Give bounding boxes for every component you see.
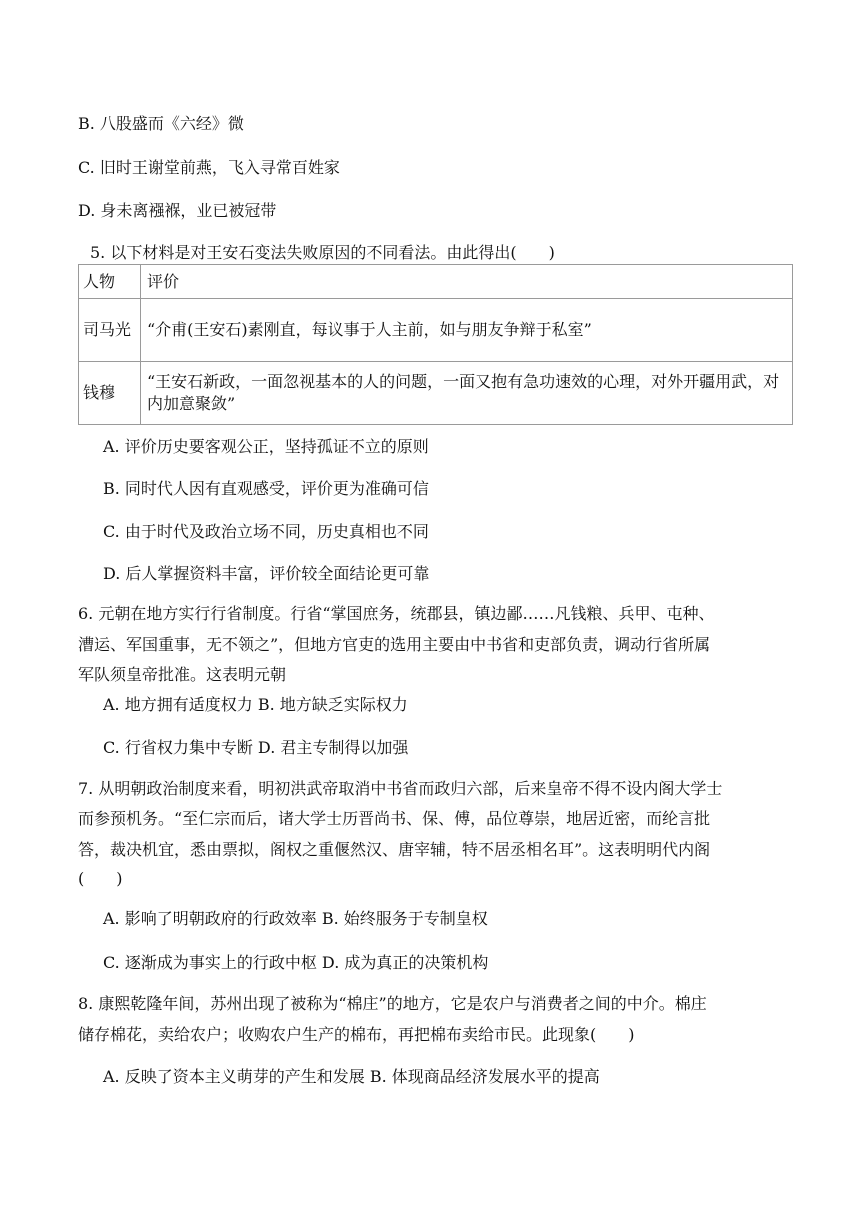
q6-stem-line: 漕运、军国重事，无不领之”，但地方官吏的选用主要由中书省和吏部负责，调动行省所属	[78, 635, 711, 654]
q6-options-cd: C. 行省权力集中专断 D. 君主专制得以加强	[103, 738, 409, 757]
q4-option-b: B. 八股盛而《六经》微	[78, 114, 244, 133]
table-header-person: 人物	[79, 265, 141, 299]
table-cell-person: 钱穆	[79, 362, 141, 425]
q7-stem-line: ( )	[78, 869, 123, 888]
q7-options-ab: A. 影响了明朝政府的行政效率 B. 始终服务于专制皇权	[103, 909, 488, 928]
table-cell-evaluation: “介甫(王安石)素刚直，每议事于人主前，如与朋友争辩于私室”	[141, 299, 793, 362]
q7-stem-line: 7. 从明朝政治制度来看，明初洪武帝取消中书省而政归六部，后来皇帝不得不设内阁大学士	[78, 779, 723, 798]
q7-options-cd: C. 逐渐成为事实上的行政中枢 D. 成为真正的决策机构	[103, 953, 489, 972]
q5-stem: 5. 以下材料是对王安石变法失败原因的不同看法。由此得出( )	[90, 243, 555, 262]
table-row	[79, 299, 793, 362]
q5-option-d: D. 后人掌握资料丰富，评价较全面结论更可靠	[103, 564, 430, 583]
q4-option-d: D. 身未离襁褓，业已被冠带	[78, 201, 277, 220]
q6-stem-line: 6. 元朝在地方实行行省制度。行省“掌国庶务，统郡县，镇边鄙……凡钱粮、兵甲、屯种、	[78, 604, 715, 623]
q7-stem-line: 而参预机务。“至仁宗而后，诸大学士历晋尚书、保、傅，品位尊崇，地居近密，而纶言批	[78, 809, 711, 828]
q5-option-b: B. 同时代人因有直观感受，评价更为准确可信	[103, 479, 429, 498]
q8-stem-line: 8. 康熙乾隆年间，苏州出现了被称为“棉庄”的地方，它是农户与消费者之间的中介。棉庄	[78, 994, 707, 1013]
table-header-row	[79, 265, 793, 299]
q8-stem-line: 储存棉花，卖给农户；收购农户生产的棉布，再把棉布卖给市民。此现象( )	[78, 1025, 635, 1044]
q5-option-a: A. 评价历史要客观公正，坚持孤证不立的原则	[103, 437, 429, 456]
table-cell-evaluation: “王安石新政，一面忽视基本的人的问题，一面又抱有急功速效的心理，对外开疆用武，对内加意聚敛”	[141, 362, 793, 425]
q7-stem-line: 答，裁决机宜，悉由票拟，阁权之重偃然汉、唐宰辅，特不居丞相名耳”。这表明明代内阁	[78, 840, 711, 859]
q6-options-ab: A. 地方拥有适度权力 B. 地方缺乏实际权力	[103, 695, 408, 714]
table-row	[79, 362, 793, 425]
q5-option-c: C. 由于时代及政治立场不同，历史真相也不同	[103, 522, 429, 541]
q6-stem-line: 军队须皇帝批准。这表明元朝	[78, 665, 287, 684]
table-header-evaluation: 评价	[141, 265, 793, 299]
q4-option-c: C. 旧时王谢堂前燕，飞入寻常百姓家	[78, 158, 340, 177]
table-cell-person: 司马光	[79, 299, 141, 362]
q5-material-table	[78, 264, 793, 425]
q8-options-ab: A. 反映了资本主义萌芽的产生和发展 B. 体现商品经济发展水平的提高	[103, 1067, 600, 1086]
